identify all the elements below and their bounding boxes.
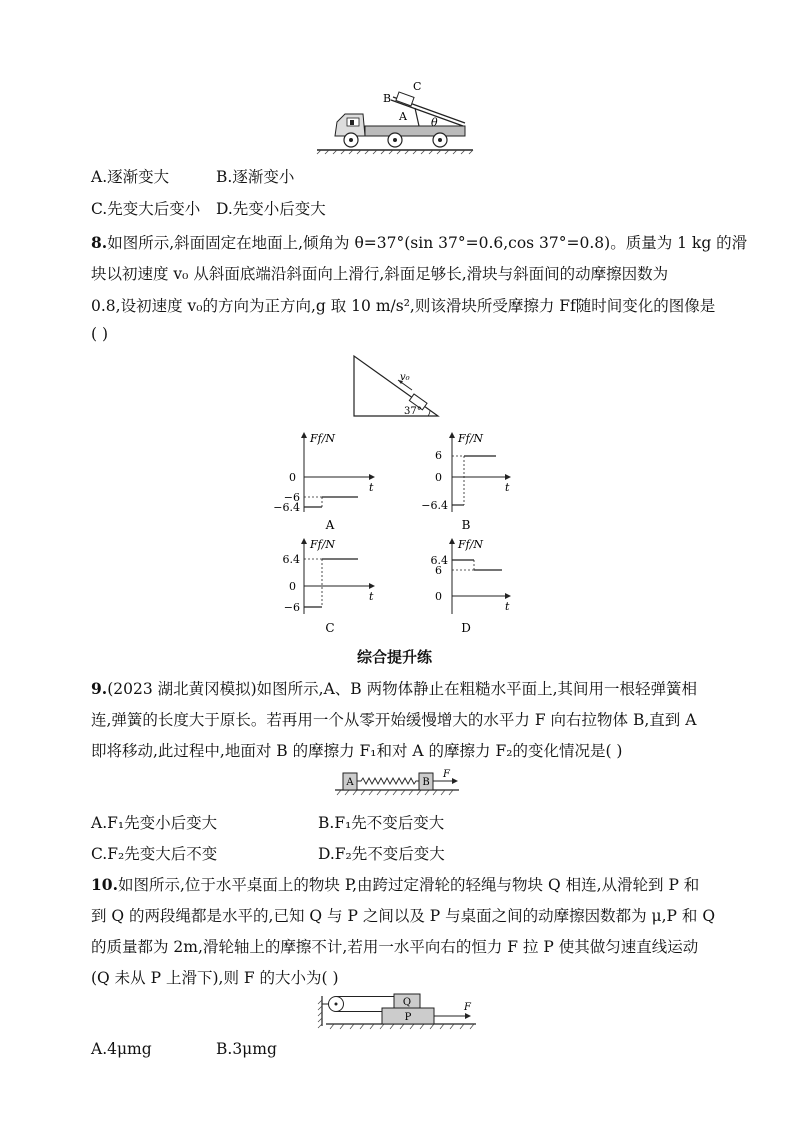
tick-6: 6 xyxy=(435,564,442,577)
q9-spring-figure xyxy=(333,768,463,800)
q9-line-2: 连,弹簧的长度大于原长。若再用一个从零开始缓慢增大的水平力 F 向右拉物体 B,直到 A xyxy=(91,711,697,729)
q8-line-1 xyxy=(91,231,747,253)
q9-line-1 xyxy=(91,677,697,699)
q7-truck-figure xyxy=(315,78,475,156)
graph-option-label: D xyxy=(461,621,471,635)
label-a: A xyxy=(399,110,407,123)
q8-line-2: 块以初速度 v₀ 从斜面底端沿斜面向上滑行,斜面足够长,滑块与斜面间的动摩擦因数为 xyxy=(91,265,669,283)
force-f: F xyxy=(443,769,450,780)
q7-option-a[interactable]: A.逐渐变大 xyxy=(91,168,170,186)
q10-pulley-figure xyxy=(316,992,478,1032)
tick-neg6-4: −6.4 xyxy=(273,501,300,514)
xlabel: t xyxy=(369,481,374,494)
q8-incline-figure xyxy=(350,352,442,420)
section-title: 综合提升练 xyxy=(357,648,433,666)
q8-line-4: ( ) xyxy=(91,325,109,343)
q10-line-1 xyxy=(91,873,699,895)
q7-option-c[interactable]: C.先变大后变小 xyxy=(91,200,201,218)
q10-number: 10. xyxy=(91,875,118,894)
tick-6-4: 6.4 xyxy=(430,554,448,567)
q8-graph-a xyxy=(273,428,386,533)
label-theta: θ xyxy=(431,116,438,129)
q9-option-d[interactable]: D.F₂先不变后变大 xyxy=(318,845,445,863)
graph-option-label: C xyxy=(325,621,335,635)
q8-text-1: 如图所示,斜面固定在地面上,倾角为 θ=37°(sin 37°=0.6,cos 37°=0.8)。质量为 1 kg 的滑 xyxy=(107,234,748,252)
q10-line-3: 的质量都为 2m,滑轮轴上的摩擦不计,若用一水平向右的恒力 F 拉 P 使其做匀速直线运动 xyxy=(91,938,699,956)
xlabel: t xyxy=(505,481,510,494)
q8-line-3: 0.8,设初速度 v₀的方向为正方向,g 取 10 m/s²,则该滑块所受摩擦力 Ff随时间变化的图像是 xyxy=(91,297,716,315)
tick-neg6: −6 xyxy=(283,601,300,614)
tick-0: 0 xyxy=(289,580,296,593)
block-a: A xyxy=(346,777,354,788)
q8-graph-b xyxy=(412,428,522,533)
q8-graph-c xyxy=(276,534,386,640)
tick-0: 0 xyxy=(435,590,442,603)
label-c: C xyxy=(413,80,422,93)
xlabel: t xyxy=(505,600,510,613)
tick-0: 0 xyxy=(289,471,296,484)
q9-option-b[interactable]: B.F₁先不变后变大 xyxy=(318,814,445,832)
v0-label: v₀ xyxy=(400,372,410,383)
graph-option-label: A xyxy=(325,518,335,532)
q10-option-b[interactable]: B.3μmg xyxy=(216,1040,277,1058)
tick-neg6-4: −6.4 xyxy=(421,499,448,512)
q10-option-a[interactable]: A.4μmg xyxy=(91,1040,152,1058)
force-f: F xyxy=(464,1002,471,1013)
q10-line-4: (Q 未从 P 上滑下),则 F 的大小为( ) xyxy=(91,969,339,987)
tick-0: 0 xyxy=(435,471,442,484)
ylabel: Ff/N xyxy=(310,432,336,445)
angle-label: 37° xyxy=(404,406,422,417)
q10-line-2: 到 Q 的两段绳都是水平的,已知 Q 与 P 之间以及 P 与桌面之间的动摩擦因数都为 μ,P 和 Q xyxy=(91,907,716,925)
q7-option-d[interactable]: D.先变小后变大 xyxy=(216,200,326,218)
q9-line-3: 即将移动,此过程中,地面对 B 的摩擦力 F₁和对 A 的摩擦力 F₂的变化情况是( ) xyxy=(91,742,623,760)
graph-option-label: B xyxy=(461,518,471,532)
q7-option-b[interactable]: B.逐渐变小 xyxy=(216,168,295,186)
q8-number: 8. xyxy=(91,233,108,252)
xlabel: t xyxy=(369,590,374,603)
ylabel: Ff/N xyxy=(458,538,484,551)
block-b: B xyxy=(422,777,430,788)
ylabel: Ff/N xyxy=(458,432,484,445)
q10-text-1: 如图所示,位于水平桌面上的物块 P,由跨过定滑轮的轻绳与物块 Q 相连,从滑轮到 P 和 xyxy=(117,876,700,894)
q9-text-1: (2023 湖北黄冈模拟)如图所示,A、B 两物体静止在粗糙水平面上,其间用一根轻弹簧相 xyxy=(107,680,698,698)
tick-6-4: 6.4 xyxy=(282,553,300,566)
block-p: P xyxy=(404,1012,412,1023)
ylabel: Ff/N xyxy=(310,538,336,551)
q9-option-a[interactable]: A.F₁先变小后变大 xyxy=(91,814,218,832)
tick-6: 6 xyxy=(435,449,442,462)
q9-option-c[interactable]: C.F₂先变大后不变 xyxy=(91,845,218,863)
q8-graph-d xyxy=(412,534,522,640)
label-b: B xyxy=(383,92,392,105)
block-q: Q xyxy=(402,997,412,1008)
tick-neg6: −6 xyxy=(283,491,300,504)
q9-number: 9. xyxy=(91,679,108,698)
